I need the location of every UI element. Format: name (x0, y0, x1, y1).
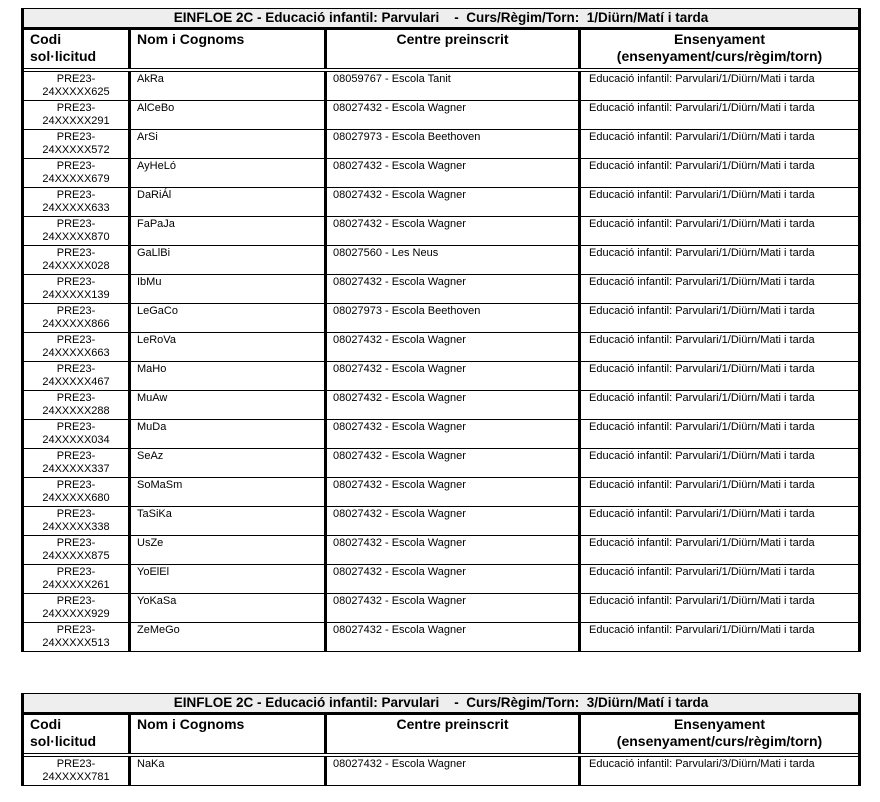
header-nom (131, 30, 327, 68)
cell-codi-text: 24XXXXX679 (42, 173, 110, 185)
cell-ensenyament (581, 304, 858, 332)
cell-codi (24, 130, 131, 158)
cell-codi-text: 24XXXXX513 (42, 637, 110, 649)
cell-nom (131, 217, 327, 245)
cell-codi (24, 478, 131, 506)
cell-nom (131, 478, 327, 506)
cell-codi-text: 24XXXXX288 (42, 405, 110, 417)
header-centre (327, 30, 581, 68)
cell-codi-text: PRE23- (56, 479, 96, 491)
cell-nom (131, 449, 327, 477)
table-row (24, 420, 858, 449)
cell-codi-text: 24XXXXX633 (42, 202, 110, 214)
table-row (24, 101, 858, 130)
header-codi (24, 715, 131, 753)
cell-ensenyament-text: Educació infantil: Parvulari/1/Diürn/Mati i tarda (589, 276, 815, 288)
cell-ensenyament-text: Educació infantil: Parvulari/1/Diürn/Mati i tarda (589, 479, 815, 491)
cell-codi-text: PRE23- (56, 131, 96, 143)
cell-codi-text: 24XXXXX875 (42, 550, 110, 562)
cell-codi (24, 246, 131, 274)
header-ensenyament-text: Ensenyament (673, 31, 766, 47)
cell-codi (24, 72, 131, 100)
cell-nom-text: SoMaSm (137, 479, 183, 491)
cell-centre-text: 08027432 - Escola Wagner (333, 624, 466, 636)
cell-codi (24, 217, 131, 245)
table-curs-3 (21, 693, 861, 786)
cell-ensenyament (581, 391, 858, 419)
cell-nom-text: AkRa (137, 73, 164, 85)
cell-ensenyament-text: Educació infantil: Parvulari/1/Diürn/Mati i tarda (589, 334, 815, 346)
table-row (24, 275, 858, 304)
cell-codi-text: PRE23- (56, 218, 96, 230)
cell-nom (131, 757, 327, 785)
cell-nom-text: GaLlBi (137, 247, 171, 259)
cell-nom (131, 420, 327, 448)
cell-centre-text: 08027432 - Escola Wagner (333, 392, 466, 404)
table-row (24, 507, 858, 536)
header-codi-text: Codi (30, 31, 62, 47)
table-title: EINFLOE 2C - Educació infantil: Parvulari - Curs/Règim/Torn: 3/Diürn/Matí i tarda (24, 693, 858, 715)
cell-nom (131, 391, 327, 419)
cell-centre-text: 08027432 - Escola Wagner (333, 363, 466, 375)
cell-ensenyament-text: Educació infantil: Parvulari/1/Diürn/Mati i tarda (589, 537, 815, 549)
cell-nom (131, 333, 327, 361)
cell-codi (24, 623, 131, 651)
table-header (24, 30, 858, 72)
cell-ensenyament-text: Educació infantil: Parvulari/1/Diürn/Mati i tarda (589, 218, 815, 230)
cell-codi-text: PRE23- (56, 160, 96, 172)
header-nom-text: Nom i Cognoms (137, 716, 245, 732)
cell-nom (131, 565, 327, 593)
cell-ensenyament (581, 275, 858, 303)
cell-centre-text: 08027432 - Escola Wagner (333, 566, 466, 578)
cell-codi-text: PRE23- (56, 624, 96, 636)
cell-ensenyament-text: Educació infantil: Parvulari/1/Diürn/Mati i tarda (589, 305, 815, 317)
table-row (24, 478, 858, 507)
cell-nom (131, 536, 327, 564)
cell-centre (327, 130, 581, 158)
table-row (24, 130, 858, 159)
cell-centre (327, 362, 581, 390)
table-row (24, 304, 858, 333)
cell-codi-text: PRE23- (56, 392, 96, 404)
cell-centre (327, 275, 581, 303)
cell-ensenyament-text: Educació infantil: Parvulari/1/Diürn/Mati i tarda (589, 102, 815, 114)
cell-codi-text: 24XXXXX467 (42, 376, 110, 388)
cell-centre (327, 536, 581, 564)
cell-codi-text: PRE23- (56, 421, 96, 433)
cell-nom (131, 623, 327, 651)
cell-codi-text: PRE23- (56, 508, 96, 520)
cell-centre-text: 08027432 - Escola Wagner (333, 758, 466, 770)
cell-centre-text: 08027432 - Escola Wagner (333, 595, 466, 607)
cell-ensenyament (581, 623, 858, 651)
cell-ensenyament (581, 217, 858, 245)
cell-codi-text: PRE23- (56, 189, 96, 201)
cell-centre-text: 08027432 - Escola Wagner (333, 276, 466, 288)
cell-ensenyament-text: Educació infantil: Parvulari/1/Diürn/Mati i tarda (589, 566, 815, 578)
cell-centre-text: 08027432 - Escola Wagner (333, 160, 466, 172)
cell-codi (24, 420, 131, 448)
cell-codi (24, 565, 131, 593)
header-nom-text: Nom i Cognoms (137, 31, 245, 47)
cell-ensenyament-text: Educació infantil: Parvulari/1/Diürn/Mati i tarda (589, 363, 815, 375)
cell-codi (24, 449, 131, 477)
cell-codi-text: PRE23- (56, 566, 96, 578)
table-row (24, 565, 858, 594)
cell-codi-text: 24XXXXX929 (42, 608, 110, 620)
cell-centre (327, 246, 581, 274)
cell-centre-text: 08027973 - Escola Beethoven (333, 305, 481, 317)
cell-nom-text: ArSi (137, 131, 158, 143)
table-row (24, 594, 858, 623)
cell-codi-text: 24XXXXX291 (42, 115, 110, 127)
cell-ensenyament (581, 449, 858, 477)
cell-centre (327, 101, 581, 129)
cell-ensenyament-text: Educació infantil: Parvulari/1/Diürn/Mati i tarda (589, 131, 815, 143)
cell-ensenyament (581, 72, 858, 100)
cell-nom (131, 159, 327, 187)
cell-centre-text: 08027973 - Escola Beethoven (333, 131, 481, 143)
cell-centre-text: 08059767 - Escola Tanit (333, 73, 451, 85)
table-row (24, 188, 858, 217)
cell-codi-text: 24XXXXX028 (42, 260, 110, 272)
table-row (24, 449, 858, 478)
cell-centre-text: 08027432 - Escola Wagner (333, 479, 466, 491)
cell-nom (131, 275, 327, 303)
header-ensenyament-text: Ensenyament (673, 716, 766, 732)
table-header (24, 715, 858, 757)
cell-centre (327, 478, 581, 506)
cell-codi-text: PRE23- (56, 334, 96, 346)
cell-nom (131, 72, 327, 100)
cell-codi (24, 507, 131, 535)
cell-ensenyament-text: Educació infantil: Parvulari/1/Diürn/Mati i tarda (589, 508, 815, 520)
cell-codi (24, 536, 131, 564)
cell-codi (24, 594, 131, 622)
table-row (24, 623, 858, 652)
header-ensenyament (581, 715, 858, 753)
cell-nom-text: IbMu (137, 276, 162, 288)
header-centre-text: Centre preinscrit (396, 31, 509, 47)
cell-ensenyament (581, 101, 858, 129)
cell-codi (24, 391, 131, 419)
cell-ensenyament-text: Educació infantil: Parvulari/1/Diürn/Mati i tarda (589, 247, 815, 259)
cell-codi-text: 24XXXXX572 (42, 144, 110, 156)
cell-nom-text: NaKa (137, 758, 165, 770)
cell-centre (327, 565, 581, 593)
cell-nom-text: UsZe (137, 537, 164, 549)
cell-codi (24, 159, 131, 187)
cell-centre-text: 08027432 - Escola Wagner (333, 508, 466, 520)
cell-nom (131, 130, 327, 158)
cell-ensenyament-text: Educació infantil: Parvulari/1/Diürn/Mati i tarda (589, 421, 815, 433)
cell-centre-text: 08027432 - Escola Wagner (333, 537, 466, 549)
cell-nom-text: MaHo (137, 363, 167, 375)
cell-nom (131, 594, 327, 622)
cell-nom-text: AyHeLó (137, 160, 176, 172)
table-row (24, 362, 858, 391)
cell-codi-text: PRE23- (56, 363, 96, 375)
header-ensenyament-text: (ensenyament/curs/règim/torn) (616, 733, 823, 749)
cell-centre (327, 304, 581, 332)
cell-codi-text: 24XXXXX337 (42, 463, 110, 475)
cell-codi-text: PRE23- (56, 102, 96, 114)
cell-centre (327, 757, 581, 785)
cell-nom (131, 188, 327, 216)
cell-codi (24, 757, 131, 785)
header-codi (24, 30, 131, 68)
cell-codi-text: PRE23- (56, 73, 96, 85)
header-codi-text: Codi (30, 716, 62, 732)
table-row (24, 217, 858, 246)
table-row (24, 757, 858, 786)
cell-codi-text: PRE23- (56, 305, 96, 317)
table-row (24, 72, 858, 101)
header-ensenyament-text: (ensenyament/curs/règim/torn) (616, 48, 823, 64)
cell-ensenyament (581, 420, 858, 448)
cell-nom-text: FaPaJa (137, 218, 175, 230)
cell-ensenyament-text: Educació infantil: Parvulari/1/Diürn/Mati i tarda (589, 160, 815, 172)
cell-nom (131, 507, 327, 535)
cell-ensenyament-text: Educació infantil: Parvulari/1/Diürn/Mati i tarda (589, 392, 815, 404)
cell-centre (327, 72, 581, 100)
cell-codi-text: 24XXXXX663 (42, 347, 110, 359)
cell-centre (327, 594, 581, 622)
cell-centre (327, 159, 581, 187)
cell-centre (327, 449, 581, 477)
cell-ensenyament (581, 757, 858, 785)
header-nom (131, 715, 327, 753)
cell-nom-text: SeAz (137, 450, 164, 462)
cell-codi-text: 24XXXXX261 (42, 579, 110, 591)
cell-centre (327, 333, 581, 361)
cell-ensenyament (581, 362, 858, 390)
cell-centre-text: 08027432 - Escola Wagner (333, 102, 466, 114)
cell-ensenyament (581, 333, 858, 361)
cell-codi (24, 304, 131, 332)
cell-ensenyament-text: Educació infantil: Parvulari/1/Diürn/Mati i tarda (589, 595, 815, 607)
cell-centre (327, 217, 581, 245)
table-row (24, 333, 858, 362)
cell-nom-text: YoKaSa (137, 595, 177, 607)
cell-codi-text: 24XXXXX625 (42, 86, 110, 98)
cell-codi-text: 24XXXXX139 (42, 289, 110, 301)
cell-codi (24, 101, 131, 129)
cell-codi (24, 362, 131, 390)
cell-nom-text: MuDa (137, 421, 167, 433)
table-row (24, 246, 858, 275)
cell-nom (131, 362, 327, 390)
cell-nom-text: AlCeBo (137, 102, 175, 114)
header-codi-text: sol·licitud (30, 733, 97, 749)
table-curs-1 (21, 8, 861, 652)
cell-nom-text: LeGaCo (137, 305, 178, 317)
cell-nom (131, 246, 327, 274)
table-row (24, 159, 858, 188)
cell-codi-text: 24XXXXX338 (42, 521, 110, 533)
cell-centre (327, 391, 581, 419)
cell-centre (327, 507, 581, 535)
cell-codi (24, 333, 131, 361)
cell-nom (131, 101, 327, 129)
cell-centre-text: 08027432 - Escola Wagner (333, 218, 466, 230)
cell-centre (327, 188, 581, 216)
cell-centre (327, 623, 581, 651)
cell-nom (131, 304, 327, 332)
cell-nom-text: LeRoVa (137, 334, 176, 346)
cell-nom-text: MuAw (137, 392, 168, 404)
cell-ensenyament (581, 188, 858, 216)
cell-ensenyament-text: Educació infantil: Parvulari/3/Diürn/Mati i tarda (589, 758, 815, 770)
cell-nom-text: YoElEl (137, 566, 170, 578)
cell-codi-text: PRE23- (56, 450, 96, 462)
cell-nom-text: TaSiKa (137, 508, 172, 520)
cell-codi-text: 24XXXXX870 (42, 231, 110, 243)
cell-ensenyament (581, 536, 858, 564)
cell-ensenyament-text: Educació infantil: Parvulari/1/Diürn/Mati i tarda (589, 73, 815, 85)
cell-codi-text: 24XXXXX034 (42, 434, 110, 446)
cell-codi-text: 24XXXXX781 (42, 771, 110, 783)
cell-codi (24, 188, 131, 216)
table-title: EINFLOE 2C - Educació infantil: Parvulari - Curs/Règim/Torn: 1/Diürn/Matí i tarda (24, 8, 858, 30)
cell-codi-text: 24XXXXX866 (42, 318, 110, 330)
cell-centre-text: 08027432 - Escola Wagner (333, 421, 466, 433)
header-centre-text: Centre preinscrit (396, 716, 509, 732)
cell-centre-text: 08027432 - Escola Wagner (333, 334, 466, 346)
table-row (24, 391, 858, 420)
cell-codi (24, 275, 131, 303)
header-ensenyament (581, 30, 858, 68)
cell-codi-text: 24XXXXX680 (42, 492, 110, 504)
cell-ensenyament (581, 507, 858, 535)
cell-codi-text: PRE23- (56, 758, 96, 770)
cell-ensenyament (581, 594, 858, 622)
header-codi-text: sol·licitud (30, 48, 97, 64)
table-row (24, 536, 858, 565)
header-centre (327, 715, 581, 753)
cell-codi-text: PRE23- (56, 247, 96, 259)
cell-ensenyament-text: Educació infantil: Parvulari/1/Diürn/Mati i tarda (589, 624, 815, 636)
cell-ensenyament-text: Educació infantil: Parvulari/1/Diürn/Mati i tarda (589, 189, 815, 201)
cell-centre-text: 08027432 - Escola Wagner (333, 450, 466, 462)
cell-nom-text: ZeMeGo (137, 624, 180, 636)
cell-nom-text: DaRiÁl (137, 189, 172, 201)
cell-codi-text: PRE23- (56, 276, 96, 288)
cell-ensenyament (581, 565, 858, 593)
cell-ensenyament (581, 478, 858, 506)
cell-ensenyament (581, 246, 858, 274)
cell-ensenyament (581, 159, 858, 187)
cell-ensenyament-text: Educació infantil: Parvulari/1/Diürn/Mati i tarda (589, 450, 815, 462)
cell-centre (327, 420, 581, 448)
cell-codi-text: PRE23- (56, 537, 96, 549)
cell-ensenyament (581, 130, 858, 158)
cell-centre-text: 08027432 - Escola Wagner (333, 189, 466, 201)
cell-centre-text: 08027560 - Les Neus (333, 247, 439, 259)
cell-codi-text: PRE23- (56, 595, 96, 607)
